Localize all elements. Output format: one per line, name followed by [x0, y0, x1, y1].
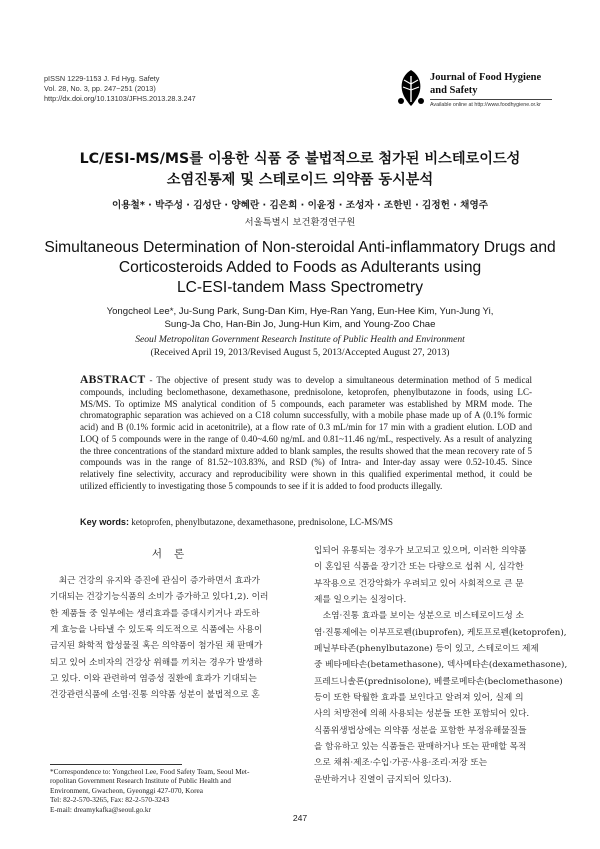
correspondence-email[interactable]: E-mail: dreamykafka@seoul.go.kr	[50, 804, 151, 814]
korean-authors: 이용철* · 박주성 · 김성단 · 양혜란 · 김은희 · 이윤정 · 조성자 · 조한빈 · 김정헌 · 채영주	[112, 200, 488, 211]
body-line: 사의 처방전에 의해 사용되는 성분들 또한 포함되어 있다.	[314, 709, 530, 720]
journal-logo-icon	[393, 68, 429, 108]
body-line: 소염·진통 효과를 보이는 성분으로 비스테로이드성 소	[314, 611, 524, 622]
body-line: 고 있다. 이와 관련하여 염증성 질환에 효과가 기대되는	[50, 674, 257, 685]
body-column-left	[50, 573, 294, 704]
journal-title: Journal of Food Hygiene and Safety	[430, 72, 542, 96]
received-dates: (Received April 19, 2013/Revised August 5, 2013/Accepted August 27, 2013)	[150, 347, 450, 358]
abstract	[80, 374, 532, 493]
english-authors-line1: Yongcheol Lee*, Ju-Sung Park, Sung-Dan Kim, Hye-Ran Yang, Eun-Hee Kim, Yun-Jung Yi,	[106, 306, 494, 317]
english-title-line1: Simultaneous Determination of Non-steroidal Anti-inflammatory Drugs and	[44, 239, 556, 256]
issn-line: pISSN 1229-1153 J. Fd Hyg. Safety	[44, 74, 160, 83]
body-line: 으로 채취·제조·수입·가공·사용·조리·저장 또는	[314, 758, 488, 769]
volume-line: Vol. 28, No. 3, pp. 247~251 (2013)	[44, 84, 156, 94]
body-line: 되고 있어 소비자의 건강상 위해를 끼치는 경우가 발생하	[50, 657, 263, 668]
body-line: 프레드니솔론(prednisolone), 베클로메타손(beclomethasone)	[314, 676, 563, 687]
body-line: 운반하거나 진열이 금지되어 있다3).	[314, 774, 452, 785]
body-line: 최근 건강의 유지와 증진에 관심이 증가하면서 효과가	[50, 576, 260, 586]
body-line: 중 베타메타손(betamethasone), 덱사메타손(dexamethasone),	[314, 660, 568, 671]
doi-link[interactable]: http://dx.doi.org/10.13103/JFHS.2013.28.3.247	[44, 94, 196, 104]
korean-title-line1: LC/ESI-MS/MS를 이용한 식품 중 불법적으로 첨가된 비스테로이드성	[79, 151, 521, 167]
body-line: 게 효능을 나타낼 수 있도록 의도적으로 식품에는 사용이	[50, 625, 263, 636]
page-number: 247	[292, 813, 308, 823]
body-line: 식품위생법상에는 의약품 성분을 포함한 부정유해물질들	[314, 725, 527, 736]
body-line: 을 함유하고 있는 식품들은 판매하거나 또는 판매할 목적	[314, 742, 527, 753]
body-line: 한 제품들 중 일부에는 생리효과를 증대시키거나 과도하	[50, 608, 260, 619]
section-heading-introduction: 서론	[151, 548, 197, 560]
abstract-text: - The objective of present study was to develop a simultaneous determination method of 5 medical compounds, including beclomethasone, dexamethasone, prednisolone, ketoprofen, phenylbutazone in foods, using LC-MS/MS. To optimize MS analytical condition of 5 compounds, each parameter was established by MRM mode. The chromatographic separation was achieved on a C18 column successfully, with a mobile phase made up of A (0.1% formic acid) and B (0.1% formic acid in acetonitrile), at a flow rate of 0.3 mL/min for 17 min with a gradient elution. LOD and LOQ of 5 compounds were in the range of 0.40~4.60 ng/mL and 0.81~11.46 ng/mL, respectively. As a result of analyzing the three concentrations of the standard mixture added to blank samples, the results showed that the mean recovery rate of 5 compounds was in the range of 81.52~103.83%, and RSD (%) of Intra- and Inter-day assay were 0.52-10.45. Since relatively fine selectivity, accuracy and reproducibility were shown in this qualified experimental method, it could be utilized efficiently to investigating those 5 compounds to see if it is added to food products illegally.	[80, 375, 532, 491]
english-title-line2: Corticosteroids Added to Foods as Adulterants using	[118, 259, 482, 276]
korean-title-line2: 소염진통제 및 스테로이드 의약품 동시분석	[166, 172, 434, 188]
english-title-line3: LC-ESI-tandem Mass Spectrometry	[176, 279, 424, 296]
body-line: 금지된 화학적 합성물질 혹은 의약품이 첨가된 채 판매가	[50, 641, 263, 652]
body-column-right	[314, 543, 568, 788]
body-line: 페닐부타존(phenylbutazone) 등이 있고, 스테로이드 제제	[314, 644, 539, 655]
abstract-label: ABSTRACT	[80, 373, 146, 386]
correspondence-footnote: *Correspondence to: Yongcheol Lee, Food Safety Team, Seoul Met- ropolitan Government Research Institute of Public Health and Environment, Gwacheon, Gyeonggi 427-070, Korea Tel: 82-2-570-3265, Fax: 82-2-570-3243 E-mail: dreamykafka@seoul.go.kr	[50, 767, 250, 814]
korean-institution: 서울특별시 보건환경연구원	[244, 217, 356, 228]
body-line: 기대되는 건강기능식품의 소비가 증가하고 있다1,2). 이러	[50, 592, 269, 603]
english-authors-line2: Sung-Ja Cho, Han-Bin Jo, Jung-Hun Kim, and Young-Zoo Chae	[164, 319, 436, 330]
footnote-divider	[50, 764, 182, 765]
journal-divider	[430, 99, 552, 100]
keywords-text: ketoprofen, phenylbutazone, dexamethasone, prednisolone, LC-MS/MS	[129, 517, 393, 527]
body-line: 이 혼입된 식품을 장기간 또는 다량으로 섭취 시, 심각한	[314, 562, 524, 573]
english-institution: Seoul Metropolitan Government Research Institute of Public Health and Environment	[135, 334, 465, 345]
body-line: 입되어 유통되는 경우가 보고되고 있으며, 이러한 의약품	[314, 546, 527, 556]
body-line: 제를 일으키는 실정이다.	[314, 595, 407, 606]
keywords	[80, 517, 532, 527]
journal-url[interactable]: Available online at http://www.foodhygiene.or.kr	[430, 102, 541, 108]
body-line: 염·진통제에는 이부프로펜(ibuprofen), 케토프로펜(ketoprofen),	[314, 627, 567, 638]
body-line: 부작용으로 건강악화가 우려되고 있어 사회적으로 큰 문	[314, 578, 524, 589]
keywords-label: Key words:	[80, 517, 130, 527]
body-line: 건강관련식품에 소염·진통 의약품 성분이 불법적으로 혼	[50, 690, 260, 701]
article-metadata	[44, 74, 196, 105]
body-line: 등이 또한 탁월한 효과를 보인다고 알려져 있어, 실제 의	[314, 693, 524, 704]
